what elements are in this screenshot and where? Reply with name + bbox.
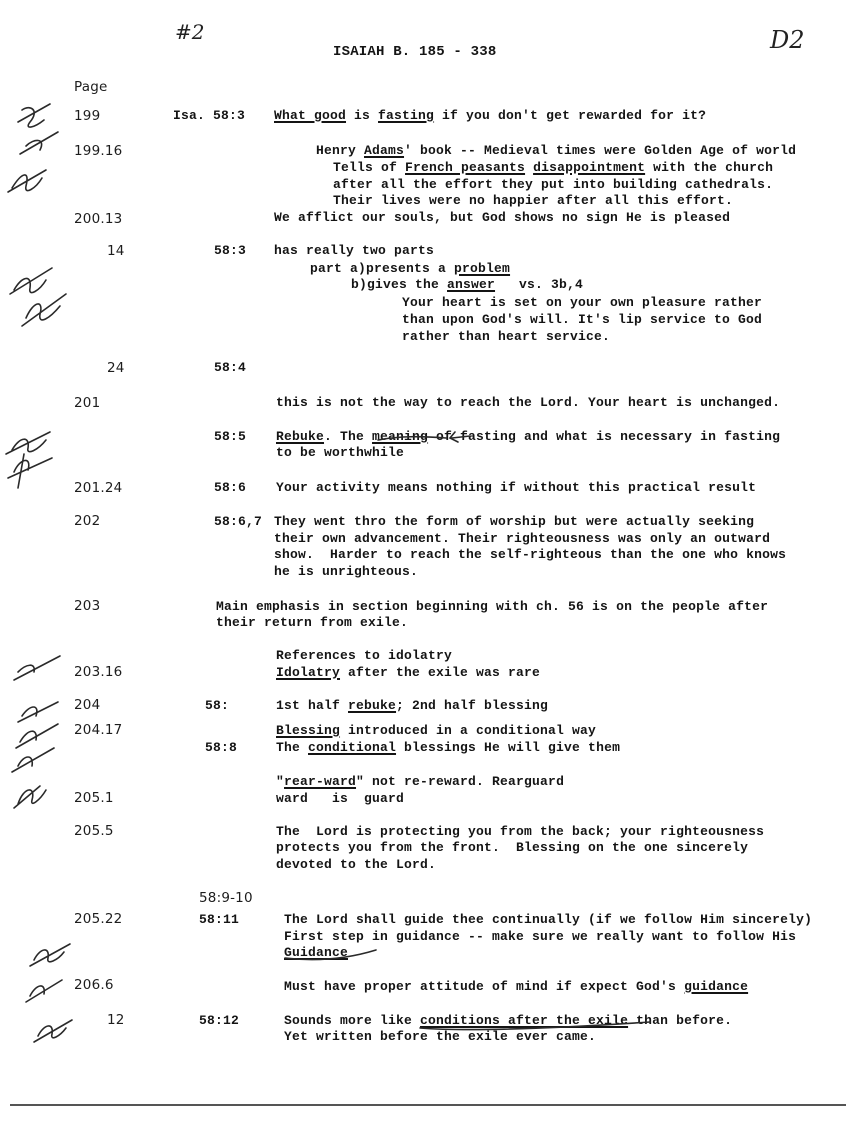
bottom-rule [10, 1104, 846, 1106]
page-number: 199 [74, 108, 101, 124]
handwritten-check-mark [18, 702, 58, 722]
note-line: after all the effort they put into building cathedrals. [333, 177, 774, 192]
note-line: Henry Adams' book -- Medieval times were Golden Age of world [316, 143, 797, 158]
note-line: We afflict our souls, but God shows no sign He is pleased [274, 210, 731, 225]
note-line: he is unrighteous. [274, 564, 419, 579]
note-line: Your activity means nothing if without this practical result [276, 480, 757, 495]
note-line: 1st half rebuke; 2nd half blessing [276, 698, 549, 713]
handwritten-check-mark [14, 656, 60, 680]
verse-ref: 58:4 [214, 360, 247, 375]
handwritten-page-mark: #2 [175, 20, 205, 44]
note-line: Their lives were no happier after all this effort. [333, 193, 734, 208]
page-number: 206.6 [74, 977, 114, 993]
handwritten-check-mark [30, 944, 70, 966]
handwritten-check-mark [12, 748, 54, 772]
note-line: Tells of French peasants disappointment with the church [333, 160, 774, 175]
verse-ref: 58:5 [214, 429, 247, 444]
page-number: 202 [74, 513, 101, 529]
page-number: 205.5 [74, 823, 114, 839]
verse-ref: 58:11 [199, 912, 240, 927]
handwritten-check-mark [34, 1020, 72, 1042]
handwritten-check-mark [26, 980, 62, 1002]
note-line: show. Harder to reach the self-righteous than the one who knows [274, 547, 787, 562]
note-line: Must have proper attitude of mind if expect God's guidance [284, 979, 749, 994]
note-line: ward is guard [276, 791, 405, 806]
handwritten-corner-mark: D2 [770, 26, 805, 54]
note-line: has really two parts [274, 243, 435, 258]
page-number: 204 [74, 697, 101, 713]
page-number: 201 [74, 395, 101, 411]
handwritten-check-mark [10, 268, 52, 294]
handwritten-check-mark [16, 724, 58, 748]
note-line: Yet written before the exile ever came. [284, 1029, 597, 1044]
page-column-label: Page [74, 79, 108, 95]
handwritten-check-mark [18, 104, 50, 127]
note-line: What good is fasting if you don't get rewarded for it? [274, 108, 707, 123]
handwritten-check-mark [8, 454, 52, 488]
verse-ref: 58:8 [205, 740, 238, 755]
verse-ref: 58:9-10 [199, 890, 253, 906]
page-number: 200.13 [74, 211, 123, 227]
page-number: 203.16 [74, 664, 123, 680]
note-line: Main emphasis in section beginning with ch. 56 is on the people after [216, 599, 769, 614]
note-line: First step in guidance -- make sure we really want to follow His [284, 929, 797, 944]
verse-ref: 58:6 [214, 480, 247, 495]
page-number: 204.17 [74, 722, 123, 738]
page-number: 205.22 [74, 911, 123, 927]
note-line: their own advancement. Their righteousness was only an outward [274, 531, 771, 546]
note-line: "rear-ward" not re-reward. Rearguard [276, 774, 565, 789]
page-number: 14 [107, 243, 125, 259]
note-line: Your heart is set on your own pleasure rather [402, 295, 763, 310]
page-number: 205.1 [74, 790, 114, 806]
handwritten-check-mark [22, 294, 66, 326]
note-line: References to idolatry [276, 648, 453, 663]
note-line: than upon God's will. It's lip service to God [402, 312, 763, 327]
page-number: 12 [107, 1012, 125, 1028]
page-number: 24 [107, 360, 125, 376]
verse-ref: Isa. 58:3 [173, 108, 246, 123]
note-line: Rebuke. The meaning of fasting and what is necessary in fasting [276, 429, 781, 444]
verse-ref: 58:12 [199, 1013, 240, 1028]
note-line: Sounds more like conditions after the exile than before. [284, 1013, 733, 1028]
note-line: Guidance [284, 945, 349, 960]
note-line: They went thro the form of worship but were actually seeking [274, 514, 755, 529]
note-line: The conditional blessings He will give them [276, 740, 621, 755]
note-line: part a)presents a problem [310, 261, 511, 276]
verse-ref: 58: [205, 698, 230, 713]
handwritten-check-mark [20, 132, 58, 154]
verse-ref: 58:6,7 [214, 514, 263, 529]
note-line: Blessing introduced in a conditional way [276, 723, 597, 738]
verse-ref: 58:3 [214, 243, 247, 258]
note-line: rather than heart service. [402, 329, 611, 344]
page-number: 203 [74, 598, 101, 614]
handwritten-check-mark [8, 170, 46, 192]
note-line: The Lord is protecting you from the back; your righteousness [276, 824, 765, 839]
page-number: 201.24 [74, 480, 123, 496]
note-line: The Lord shall guide thee continually (if we follow Him sincerely) [284, 912, 813, 927]
note-line: Idolatry after the exile was rare [276, 665, 541, 680]
note-line: to be worthwhile [276, 445, 405, 460]
document-title: ISAIAH B. 185 - 338 [333, 44, 497, 60]
handwritten-check-mark [14, 786, 46, 808]
note-line: their return from exile. [216, 615, 409, 630]
note-line: b)gives the answer vs. 3b,4 [351, 277, 584, 292]
handwritten-check-mark [6, 432, 50, 454]
note-line: this is not the way to reach the Lord. Your heart is unchanged. [276, 395, 781, 410]
note-line: devoted to the Lord. [276, 857, 437, 872]
page-number: 199.16 [74, 143, 123, 159]
note-line: protects you from the front. Blessing on the one sincerely [276, 840, 749, 855]
